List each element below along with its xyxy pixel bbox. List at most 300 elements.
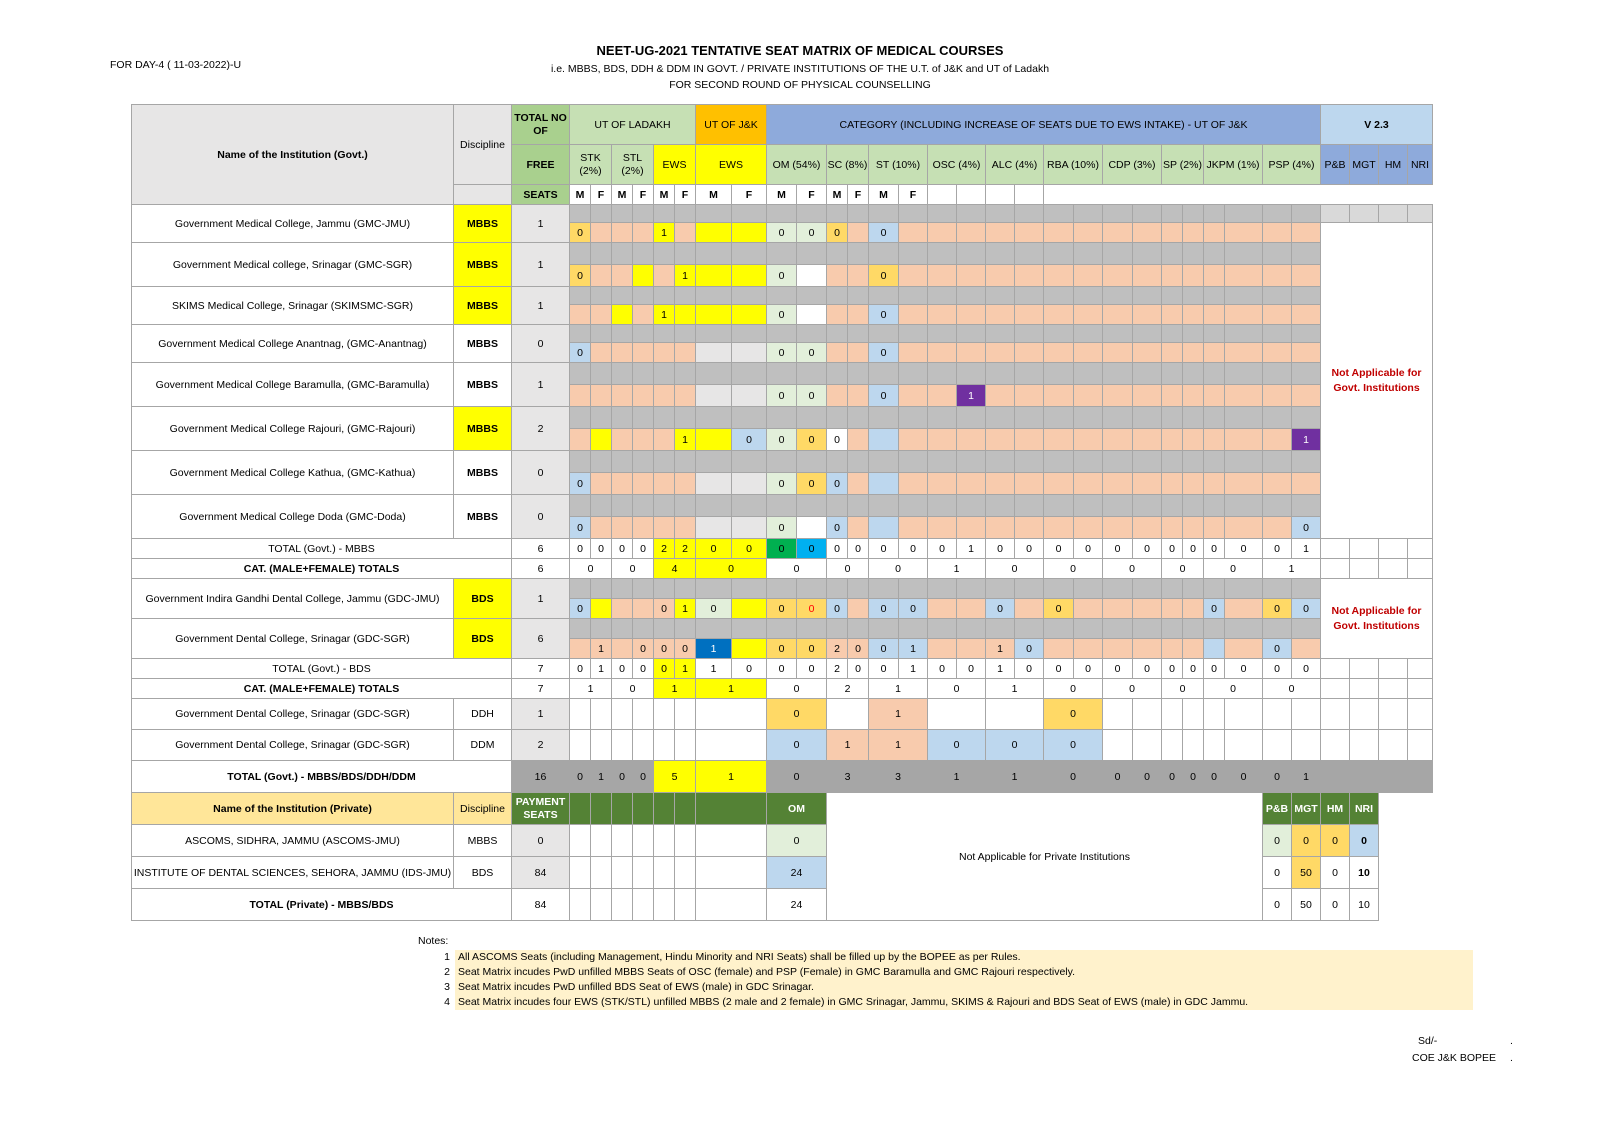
table-cell: 10 (1350, 889, 1379, 921)
table-row (132, 325, 1433, 343)
table-cell (1015, 343, 1044, 363)
table-cell (1263, 619, 1292, 639)
table-cell (1225, 517, 1263, 539)
table-cell (986, 223, 1015, 243)
discipline-cell: MBBS (454, 495, 512, 539)
table-cell: 0 (696, 599, 732, 619)
table-cell: 0 (612, 559, 654, 579)
table-cell (1103, 363, 1133, 385)
table-row (132, 407, 1433, 429)
table-cell (827, 325, 848, 343)
table-cell (848, 385, 869, 407)
table-cell (1321, 205, 1350, 223)
table-cell: 0 (797, 385, 827, 407)
table-cell (1183, 473, 1204, 495)
table-cell: 0 (1321, 857, 1350, 889)
table-cell (986, 495, 1015, 517)
table-cell (696, 495, 732, 517)
table-cell: 0 (899, 539, 928, 559)
header-free: FREE (512, 145, 570, 185)
table-cell (957, 185, 986, 205)
table-row (132, 761, 1433, 793)
table-cell (1044, 579, 1074, 599)
table-cell (986, 451, 1015, 473)
table-cell (612, 857, 633, 889)
not-applicable-govt: Not Applicable for Govt. Institutions (1321, 223, 1433, 539)
table-cell (1408, 679, 1433, 699)
table-cell (957, 363, 986, 385)
table-cell (654, 619, 675, 639)
table-cell: 0 (1044, 659, 1074, 679)
seats-cell: 0 (512, 495, 570, 539)
table-cell (928, 639, 957, 659)
table-cell (1044, 205, 1074, 223)
table-cell (612, 639, 633, 659)
table-cell (1015, 325, 1044, 343)
table-cell (654, 793, 675, 825)
table-cell (986, 429, 1015, 451)
header-name-govt: Name of the Institution (Govt.) (132, 105, 454, 205)
header-private-discipline: Discipline (454, 793, 512, 825)
table-cell (675, 699, 696, 730)
table-cell (957, 325, 986, 343)
table-cell (1103, 305, 1133, 325)
header-psp: PSP (4%) (1263, 145, 1321, 185)
table-cell (1015, 305, 1044, 325)
table-cell (675, 857, 696, 889)
table-cell: 2 (827, 659, 848, 679)
table-cell: 0 (570, 559, 612, 579)
table-cell: 0 (869, 385, 899, 407)
table-cell: 3 (827, 761, 869, 793)
table-cell (1321, 559, 1350, 579)
table-cell (1379, 539, 1408, 559)
table-cell (1183, 619, 1204, 639)
table-cell (1225, 473, 1263, 495)
table-cell (1162, 473, 1183, 495)
seats-cell: 0 (512, 451, 570, 495)
table-cell: 0 (827, 223, 848, 243)
table-cell: 0 (1074, 539, 1103, 559)
round-label: FOR SECOND ROUND OF PHYSICAL COUNSELLING (669, 79, 931, 91)
table-cell (1183, 639, 1204, 659)
table-cell (899, 305, 928, 325)
table-cell (1183, 265, 1204, 287)
table-cell (899, 343, 928, 363)
table-cell: 0 (696, 559, 767, 579)
table-cell (1015, 363, 1044, 385)
header-pb: P&B (1321, 145, 1350, 185)
table-cell (1225, 699, 1263, 730)
discipline-cell: BDS (454, 857, 512, 889)
table-cell (570, 699, 591, 730)
table-cell: 0 (1183, 659, 1204, 679)
table-cell (633, 343, 654, 363)
table-cell (1379, 659, 1408, 679)
table-cell (1103, 265, 1133, 287)
table-cell (732, 343, 767, 363)
table-cell: 0 (1225, 539, 1263, 559)
header-category: CATEGORY (INCLUDING INCREASE OF SEATS DUE TO EWS INTAKE) - UT OF J&K (767, 105, 1321, 145)
table-cell (928, 451, 957, 473)
table-cell (591, 517, 612, 539)
table-cell: 0 (696, 539, 732, 559)
table-cell (1263, 473, 1292, 495)
table-cell: 0 (1350, 825, 1379, 857)
table-cell (1292, 639, 1321, 659)
table-cell (797, 451, 827, 473)
table-cell (1015, 599, 1044, 619)
seats-cell: 1 (512, 287, 570, 325)
table-cell: 0 (1044, 699, 1103, 730)
table-cell (957, 265, 986, 287)
table-cell (1292, 473, 1321, 495)
table-cell (848, 287, 869, 305)
table-cell (1103, 343, 1133, 363)
table-cell: 1 (696, 761, 767, 793)
table-cell (612, 407, 633, 429)
table-cell (797, 619, 827, 639)
table-row (132, 451, 1433, 473)
table-cell (869, 325, 899, 343)
table-cell: 0 (767, 679, 827, 699)
table-cell (928, 305, 957, 325)
institution-name: Government Medical College Doda (GMC-Doda) (132, 495, 454, 539)
table-cell (797, 265, 827, 287)
table-cell: 1 (1263, 559, 1321, 579)
table-cell: 0 (1103, 559, 1162, 579)
seats-cell: 2 (512, 730, 570, 761)
table-cell (986, 343, 1015, 363)
table-cell (1044, 363, 1074, 385)
table-cell (1263, 243, 1292, 265)
table-cell (654, 265, 675, 287)
table-cell (1183, 385, 1204, 407)
table-cell (1350, 559, 1379, 579)
header-sc: SC (8%) (827, 145, 869, 185)
table-cell (1225, 305, 1263, 325)
table-cell: 0 (1103, 539, 1133, 559)
table-cell (633, 325, 654, 343)
table-cell (732, 305, 767, 325)
header-f: F (899, 185, 928, 205)
discipline-cell: MBBS (454, 287, 512, 325)
table-cell (1133, 243, 1162, 265)
table-cell (957, 305, 986, 325)
table-cell (797, 495, 827, 517)
table-cell (696, 451, 732, 473)
table-cell (827, 205, 848, 223)
table-cell (899, 407, 928, 429)
table-cell (1162, 495, 1183, 517)
table-cell: 0 (767, 517, 797, 539)
table-cell: 0 (986, 599, 1015, 619)
table-cell (675, 243, 696, 265)
table-cell: 1 (591, 639, 612, 659)
table-cell (1408, 559, 1433, 579)
table-cell (1292, 451, 1321, 473)
table-cell (654, 451, 675, 473)
table-cell (957, 287, 986, 305)
table-cell (1379, 679, 1408, 699)
table-cell (1103, 495, 1133, 517)
table-cell (1263, 730, 1292, 761)
table-cell (612, 473, 633, 495)
discipline-cell: MBBS (454, 825, 512, 857)
table-cell (1044, 619, 1074, 639)
table-cell: 24 (767, 889, 827, 921)
table-cell: 0 (1044, 730, 1103, 761)
table-row (132, 579, 1433, 599)
discipline-cell: DDM (454, 730, 512, 761)
table-cell (827, 343, 848, 363)
table-cell (1263, 363, 1292, 385)
table-cell (1133, 730, 1162, 761)
table-cell (591, 825, 612, 857)
table-cell: 0 (797, 599, 827, 619)
table-cell (696, 473, 732, 495)
not-applicable-govt-bds: Not Applicable for Govt. Institutions (1321, 579, 1433, 659)
table-cell (1225, 243, 1263, 265)
table-cell (827, 579, 848, 599)
table-cell (848, 305, 869, 325)
table-cell (570, 889, 591, 921)
table-cell (1103, 699, 1133, 730)
table-cell (1015, 265, 1044, 287)
table-cell (675, 363, 696, 385)
table-cell: 0 (827, 517, 848, 539)
table-cell: 0 (767, 539, 797, 559)
table-cell (1204, 363, 1225, 385)
table-cell (1162, 305, 1183, 325)
table-cell: 0 (1321, 825, 1350, 857)
table-cell (848, 243, 869, 265)
seats-cell: 2 (512, 407, 570, 451)
table-cell: 1 (957, 385, 986, 407)
table-cell (570, 639, 591, 659)
table-cell (827, 243, 848, 265)
table-cell (797, 517, 827, 539)
table-cell (696, 265, 732, 287)
table-cell (633, 407, 654, 429)
table-cell (696, 579, 732, 599)
table-cell (1103, 385, 1133, 407)
table-cell (1204, 407, 1225, 429)
table-cell (675, 451, 696, 473)
table-row (132, 679, 1433, 699)
cat-totals-seats: 6 (512, 559, 570, 579)
note-number: 1 (444, 951, 450, 963)
seats-cell: 0 (512, 325, 570, 363)
table-cell: 0 (767, 223, 797, 243)
table-cell (732, 407, 767, 429)
table-cell: 0 (986, 559, 1044, 579)
table-cell (612, 265, 633, 287)
table-cell (1292, 407, 1321, 429)
table-cell (1103, 599, 1133, 619)
header-stk: STK (2%) (570, 145, 612, 185)
table-cell (1183, 495, 1204, 517)
table-cell (1292, 325, 1321, 343)
table-row (132, 105, 1433, 145)
table-cell (675, 825, 696, 857)
table-cell (1074, 451, 1103, 473)
table-cell: 1 (957, 539, 986, 559)
table-cell: 10 (1350, 857, 1379, 889)
table-cell (928, 205, 957, 223)
table-cell (1183, 579, 1204, 599)
table-cell: 0 (732, 429, 767, 451)
table-cell (1263, 429, 1292, 451)
table-cell (591, 889, 612, 921)
table-cell: 0 (633, 761, 654, 793)
table-cell (696, 699, 767, 730)
table-cell: 0 (570, 343, 591, 363)
table-cell (570, 287, 591, 305)
table-cell (869, 243, 899, 265)
header-cdp: CDP (3%) (1103, 145, 1162, 185)
table-cell (1204, 205, 1225, 223)
table-cell (1204, 579, 1225, 599)
table-cell (1225, 343, 1263, 363)
table-cell (732, 451, 767, 473)
table-cell: 24 (767, 857, 827, 889)
table-cell (1225, 730, 1263, 761)
table-cell: 1 (827, 730, 869, 761)
table-cell (1183, 243, 1204, 265)
table-cell: 0 (570, 517, 591, 539)
table-cell (633, 223, 654, 243)
discipline-cell: BDS (454, 579, 512, 619)
table-cell (827, 363, 848, 385)
table-cell (797, 579, 827, 599)
table-cell (848, 205, 869, 223)
table-cell: 0 (612, 659, 633, 679)
table-cell (1204, 473, 1225, 495)
table-cell (1204, 517, 1225, 539)
table-cell (612, 385, 633, 407)
table-cell (591, 287, 612, 305)
table-cell: 0 (869, 659, 899, 679)
table-cell (732, 363, 767, 385)
table-cell (591, 495, 612, 517)
table-cell (1074, 305, 1103, 325)
table-cell (928, 223, 957, 243)
table-cell (928, 325, 957, 343)
table-cell (1225, 265, 1263, 287)
table-cell (797, 243, 827, 265)
table-cell (696, 325, 732, 343)
table-cell (986, 407, 1015, 429)
table-cell: 1 (570, 679, 612, 699)
table-cell (986, 305, 1015, 325)
table-cell (591, 385, 612, 407)
header-seats: SEATS (512, 185, 570, 205)
table-cell (1225, 429, 1263, 451)
table-cell (1408, 539, 1433, 559)
table-cell (633, 495, 654, 517)
total-mbbs-seats: 6 (512, 539, 570, 559)
table-cell: 0 (1204, 761, 1225, 793)
table-cell: 0 (827, 559, 869, 579)
table-cell (1350, 730, 1379, 761)
table-cell (1292, 243, 1321, 265)
table-cell (1225, 495, 1263, 517)
table-cell (1263, 451, 1292, 473)
table-cell (1074, 287, 1103, 305)
table-cell (1225, 325, 1263, 343)
table-cell (675, 325, 696, 343)
table-cell: 0 (570, 599, 591, 619)
table-cell (570, 793, 591, 825)
table-cell: 1 (869, 699, 928, 730)
table-cell (1103, 243, 1133, 265)
table-cell (1074, 325, 1103, 343)
table-cell (957, 343, 986, 363)
table-cell (570, 451, 591, 473)
table-cell: 0 (591, 539, 612, 559)
table-cell (1204, 243, 1225, 265)
table-cell: 0 (1015, 639, 1044, 659)
table-cell (1183, 699, 1204, 730)
table-cell (654, 343, 675, 363)
page-title: NEET-UG-2021 TENTATIVE SEAT MATRIX OF MEDICAL COURSES (596, 43, 1004, 58)
table-cell (1263, 223, 1292, 243)
table-cell: 0 (633, 659, 654, 679)
table-cell: 1 (675, 429, 696, 451)
table-cell: 1 (986, 659, 1015, 679)
table-cell (675, 473, 696, 495)
table-cell: 0 (869, 265, 899, 287)
table-cell (633, 619, 654, 639)
table-cell (612, 517, 633, 539)
note-text: Seat Matrix incudes PwD unfilled MBBS Seats of OSC (female) and PSP (Female) in GMC Baramulla and GMC Rajouri respectively. (455, 965, 1473, 980)
table-cell (1162, 699, 1183, 730)
table-cell (1204, 619, 1225, 639)
table-cell (1133, 451, 1162, 473)
table-cell (1044, 385, 1074, 407)
table-cell: 0 (1321, 889, 1350, 921)
table-cell: 0 (848, 659, 869, 679)
table-cell (848, 619, 869, 639)
table-cell: 0 (1263, 857, 1292, 889)
table-cell (1225, 205, 1263, 223)
header-m: M (654, 185, 675, 205)
note-number: 4 (444, 996, 450, 1008)
table-cell: 0 (767, 429, 797, 451)
table-cell (696, 889, 767, 921)
table-cell (848, 599, 869, 619)
table-cell (848, 265, 869, 287)
table-cell (1044, 517, 1074, 539)
table-cell (1204, 451, 1225, 473)
table-cell (928, 287, 957, 305)
table-cell (1321, 539, 1350, 559)
table-cell (654, 287, 675, 305)
table-cell (1183, 429, 1204, 451)
table-cell: 0 (654, 659, 675, 679)
header-om: OM (54%) (767, 145, 827, 185)
table-cell (675, 407, 696, 429)
note-text: Seat Matrix incudes PwD unfilled BDS Seat of EWS (male) in GDC Srinagar. (455, 980, 1473, 995)
table-cell: 0 (1133, 659, 1162, 679)
table-cell (1225, 619, 1263, 639)
table-cell (570, 579, 591, 599)
table-cell: 1 (869, 679, 928, 699)
table-cell (899, 287, 928, 305)
table-cell (1225, 363, 1263, 385)
table-cell (1183, 287, 1204, 305)
